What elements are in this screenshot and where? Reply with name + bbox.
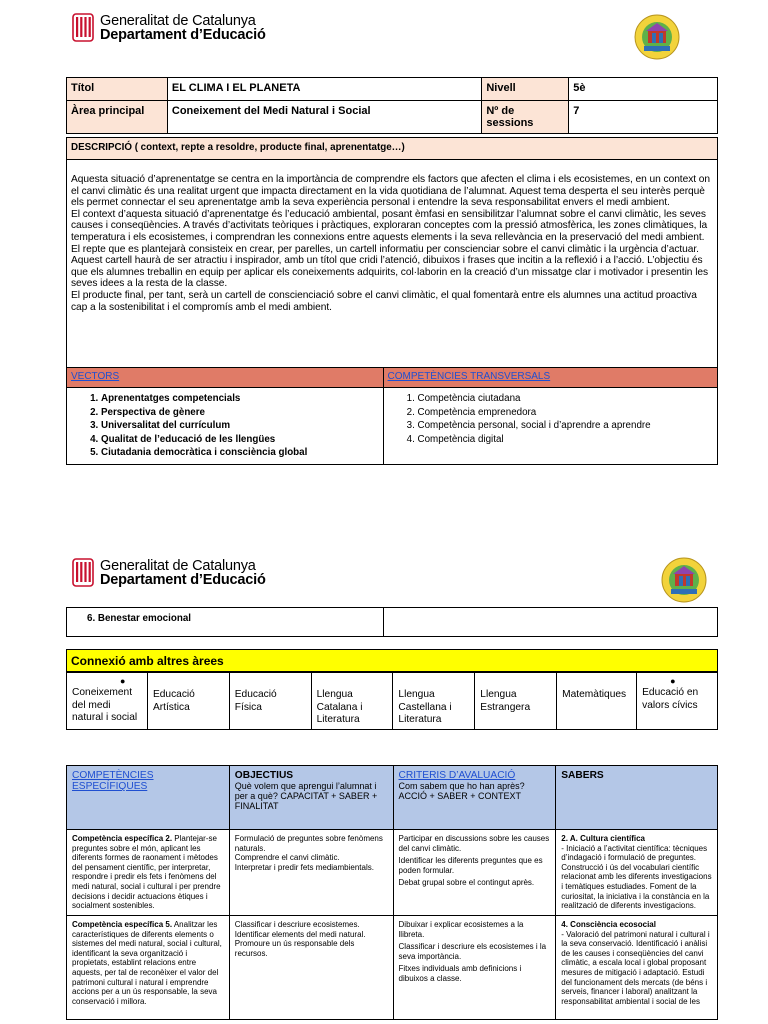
vector-item: 2. Perspectiva de gènere (101, 406, 379, 420)
page2-header (72, 555, 266, 591)
sabers-header (556, 766, 718, 830)
objectiu-item: Formulació de preguntes sobre fenòmens naturals. (234, 834, 383, 853)
area-label: Educació Artística (152, 689, 195, 713)
school-logo-icon (661, 557, 707, 603)
area-label: Coneixement del medi natural i social (72, 687, 138, 723)
criteris-subheading: Com sabem que ho han après? ACCIÓ + SABER + CONTEXT (398, 781, 525, 801)
transversal-item: 1. Competència ciutadana (418, 392, 713, 406)
vectors-list (71, 392, 379, 460)
saber-text: - Valoració del patrimoni natural i cultural i la seva conservació. Identificació i anàlisi de les causes i conseqüències del canvi climàtic, a escala local i global proposant mesures de mitigació i adaptació. Estudi del funcionament dels mercats (de béns i serveis, financer i laboral) analitzant la responsabilitat ambiental i social de les (561, 929, 710, 1006)
area-label: Llengua Castellana i Literatura (398, 689, 452, 725)
criteris-cell (393, 916, 556, 1020)
competencia-text: Analitzar les característiques de diferents elements o sistemes del medi natural, social i cultural, identificant la seva organització i propietats, establint relacions entre aquests, per tal de reconèixer el valor del patrimoni cultural i natural i emprendre accions per a un ús responsable, la seva conservació i millora. (72, 920, 222, 1006)
titol-value: EL CLIMA I EL PLANETA (167, 78, 481, 101)
objectius-header (229, 766, 393, 830)
sessions-label: Nº de sessions (482, 101, 569, 134)
objectius-heading: OBJECTIUS (234, 770, 294, 781)
criteri-item: Fitxes individuals amb definicions i dibuixos a classe. (398, 964, 522, 983)
sabers-cell (556, 830, 718, 916)
nivell-value: 5è (569, 78, 718, 101)
objectius-subheading: Què volem que aprengui l’alumnat i per a què? CAPACITAT + SABER + FINALITAT (234, 781, 378, 811)
nivell-label: Nivell (482, 78, 569, 101)
school-logo-icon (634, 14, 680, 60)
transversals-list-cell (383, 388, 717, 465)
competencia-cell (67, 830, 230, 916)
area-label: Matemàtiques (562, 689, 627, 700)
org-line2: Departament d’Educació (100, 572, 266, 588)
criteri-item: Dibuixar i explicar ecosistemes a la llibreta. (398, 920, 524, 939)
vector-item: 1. Aprenentatges competencials (101, 392, 379, 406)
area-label: Àrea principal (67, 101, 168, 134)
sabers-heading: SABERS (561, 770, 604, 781)
descripcio-paragraph: El repte que es plantejarà consisteix en crear, per parelles, un cartell informatiu per conscienciar sobre el canvi climàtic i la urgència d’actuar. Aquest cartell haurà de ser atractiu i inspirador, amb un títol que cridi l’atenció, dibuixos i frases que incitin a la reflexió i a l’acció. L’objectiu és que els alumnes treballin en equip per aplicar els coneixements adquirits, col·laborin en la creació d’un missatge clar i motivador i presentin les seves idees a la resta de la classe. (71, 243, 709, 290)
sessions-value: 7 (569, 101, 718, 134)
area-cell (557, 673, 637, 730)
criteris-cell (393, 830, 556, 916)
descripcio-paragraph: El producte final, per tant, serà un cartell de conscienciació sobre el canvi climàtic, el qual fomentarà entre els alumnes una actitud proactiva cap a la sostenibilitat i el compromís amb el medi ambient. (71, 289, 697, 313)
vectors-continued-table (66, 607, 718, 637)
criteri-item: Debat grupal sobre el contingut après. (398, 878, 535, 888)
descripcio-paragraph: Aquesta situació d’aprenentatge se centra en la importància de comprendre els factors que afecten el clima i els ecosistemes, en un context on el canvi climàtic és una realitat urgent que impacta directament en la vida quotidiana de l’alumnat. Aquest tema desperta el seu interès perquè els permet connectar el seu aprenentatge amb la seva experiència personal i entendre la seva responsabilitat envers el medi ambient. (71, 174, 711, 209)
connexio-table (66, 672, 718, 730)
vector-item: 3. Universalitat del currículum (101, 419, 379, 433)
descripcio-paragraph: El context d’aquesta situació d’aprenentatge és l’educació ambiental, posant èmfasi en sensibilitzar l’alumnat sobre el canvi climàtic, les seves causes i conseqüències. A través d’activitats teòriques i pràctiques, exploraran conceptes com la pressió atmosfèrica, les zones climàtiques, la temperatura i els ecosistemes, i comprendran les connexions entre aquests elements i la seva rellevància en la preservació del medi ambient. (71, 208, 708, 243)
objectiu-item: Classificar i descriure ecosistemes. Identificar elements del medi natural. Promoure un ús responsable dels recursos. (234, 920, 366, 958)
area-cell (67, 673, 148, 730)
org-line1: Generalitat de Catalunya (100, 13, 256, 29)
competencia-title: Competència específica 2. (72, 834, 173, 843)
criteri-item: Identificar les diferents preguntes que es poden formular. (398, 856, 543, 875)
area-label: Llengua Estrangera (480, 689, 531, 713)
objectius-cell (229, 830, 393, 916)
transversal-item: 3. Competència personal, social i d’aprendre a aprendre (418, 419, 713, 433)
vectors-heading-link[interactable]: VECTORS (67, 368, 384, 388)
area-cell (311, 673, 393, 730)
bullet-icon: ● (120, 676, 126, 686)
empty-cell (383, 608, 717, 637)
org-line1: Generalitat de Catalunya (100, 558, 256, 574)
especifiques-header (67, 766, 230, 830)
descripcio-heading: DESCRIPCIÓ ( context, repte a resoldre, producte final, aprenentatge…) (67, 138, 718, 160)
descripcio-body (67, 160, 718, 378)
competencia-text: Plantejar-se preguntes sobre el món, aplicant les diferents formes de raonament i mètodes del pensament científic, per interpretar, respondre i predir els fets i fenòmens del medi natural, social i cultural i per prendre decisions i decidir actuacions ètiques i socialment sostenibles. (72, 834, 221, 911)
area-label: Educació Física (234, 689, 277, 713)
transversal-item: 4. Competència digital (418, 433, 713, 447)
titol-label: Títol (67, 78, 168, 101)
criteris-heading-link[interactable]: CRITERIS D’AVALUACIÓ (398, 770, 516, 781)
area-cell (229, 673, 311, 730)
area-label: Educació en valors cívics (642, 687, 699, 711)
saber-text: - Iniciació a l’activitat científica: tècniques d’indagació i formulació de preguntes. Construcció i ús del vocabulari científic relacionat amb les diferents investigacions i temàtiques estudiades. Foment de la curiositat, la iniciativa i la constància en la realització de diferents investigacions. (561, 843, 712, 911)
objectius-cell (229, 916, 393, 1020)
transversal-item: 2. Competència emprenedora (418, 406, 713, 420)
especifiques-heading-link[interactable]: COMPETÈNCIES ESPECÍFIQUES (72, 770, 154, 792)
saber-title: 2. A. Cultura científica (561, 834, 645, 843)
competencia-cell (67, 916, 230, 1020)
connexio-title: Connexió amb altres àrees (66, 649, 718, 672)
page1-header (72, 10, 266, 46)
area-value: Coneixement del Medi Natural i Social (167, 101, 481, 134)
area-cell (147, 673, 229, 730)
saber-title: 4. Consciència ecosocial (561, 920, 656, 929)
sabers-cell (556, 916, 718, 1020)
vector-item: 5. Ciutadania democràtica i consciència global (101, 446, 379, 460)
competencies-table (66, 765, 718, 1020)
bullet-icon: ● (670, 676, 676, 686)
generalitat-logo-icon (72, 558, 94, 588)
generalitat-logo-icon (72, 13, 94, 43)
vectors-table (66, 367, 718, 465)
area-cell (393, 673, 475, 730)
descripcio-table (66, 137, 718, 378)
area-label: Llengua Catalana i Literatura (316, 689, 363, 725)
criteri-item: Participar en discussions sobre les causes del canvi climàtic. (398, 834, 550, 853)
criteri-item: Classificar i descriure els ecosistemes i la seva importància. (398, 942, 547, 961)
competencia-title: Competència específica 5. (72, 920, 173, 929)
title-table (66, 77, 718, 134)
criteris-header (393, 766, 556, 830)
objectiu-item: Interpretar i predir fets mediambientals. (234, 862, 374, 872)
vector-item: 6. Benestar emocional (67, 608, 384, 637)
area-cell (637, 673, 718, 730)
vectors-list-cell (67, 388, 384, 465)
objectiu-item: Comprendre el canvi climàtic. (234, 853, 340, 863)
org-line2: Departament d’Educació (100, 27, 266, 43)
vector-item: 4. Qualitat de l’educació de les llengües (101, 433, 379, 447)
area-cell (475, 673, 557, 730)
transversals-heading-link[interactable]: COMPETÈNCIES TRANSVERSALS (383, 368, 717, 388)
transversals-list (388, 392, 713, 446)
